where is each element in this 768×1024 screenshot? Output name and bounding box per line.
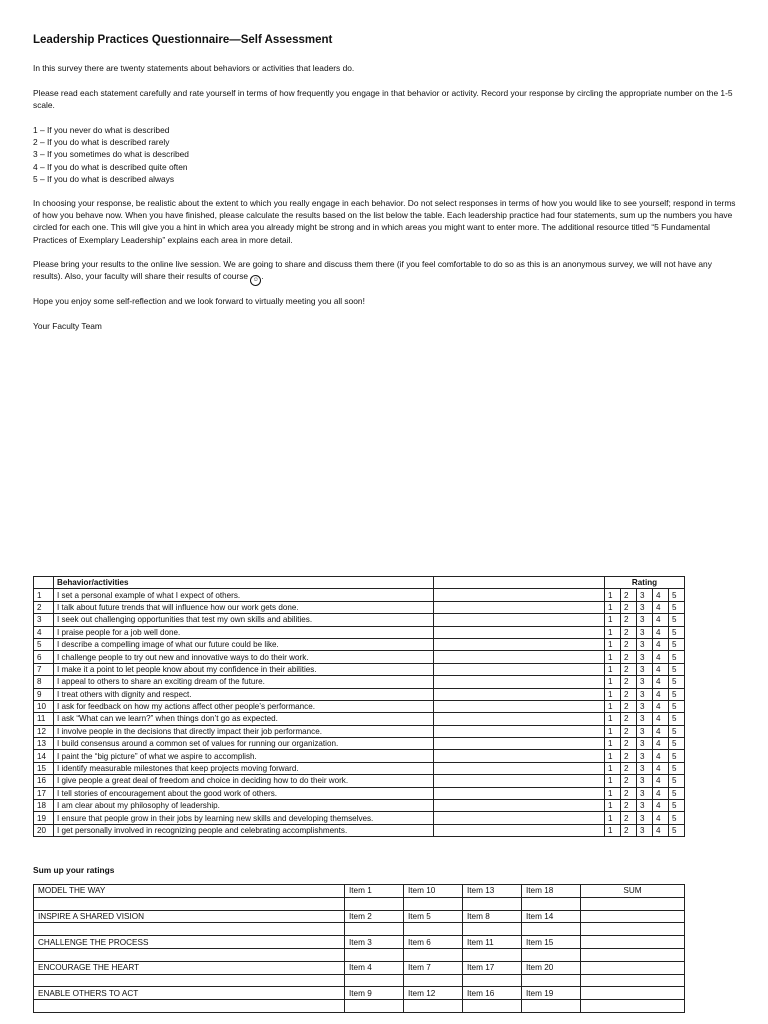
- table-row: [34, 663, 685, 675]
- intro-paragraph: In this survey there are twenty statements about behaviors or activities that leaders do.: [33, 63, 355, 73]
- practice-item-label: Item 5: [404, 910, 463, 923]
- practice-item-label: Item 9: [345, 987, 404, 1000]
- sum-entry-cell[interactable]: [581, 1000, 685, 1013]
- behaviors-header-row: [34, 577, 685, 589]
- behavior-text: I ask “What can we learn?” when things don’t go as expected.: [54, 713, 434, 725]
- sum-entry-cell[interactable]: [581, 897, 685, 910]
- rating-option-1[interactable]: 1: [605, 750, 621, 762]
- rating-option-3[interactable]: 3: [637, 713, 653, 725]
- practice-name: CHALLENGE THE PROCESS: [34, 936, 345, 949]
- table-row: [34, 700, 685, 712]
- row-spacer: [434, 601, 605, 613]
- practice-name: INSPIRE A SHARED VISION: [34, 910, 345, 923]
- behavior-text: I treat others with dignity and respect.: [54, 688, 434, 700]
- rating-option-5[interactable]: 5: [669, 775, 685, 787]
- rating-option-5[interactable]: 5: [669, 713, 685, 725]
- table-row: [34, 688, 685, 700]
- rating-option-3[interactable]: 3: [637, 750, 653, 762]
- item-entry-cell[interactable]: [522, 974, 581, 987]
- smiley-face-icon: ☺: [250, 275, 261, 286]
- document-title: Leadership Practices Questionnaire—Self Assessment: [33, 34, 333, 46]
- rating-option-4[interactable]: 4: [653, 775, 669, 787]
- row-spacer: [434, 787, 605, 799]
- rating-option-5[interactable]: 5: [669, 651, 685, 663]
- row-number: 11: [34, 713, 54, 725]
- rating-option-2[interactable]: 2: [621, 688, 637, 700]
- rating-scale-list: [33, 124, 189, 185]
- rating-option-4[interactable]: 4: [653, 638, 669, 650]
- practice-item-label: Item 19: [522, 987, 581, 1000]
- row-number: 17: [34, 787, 54, 799]
- table-row: [34, 589, 685, 601]
- row-spacer: [434, 614, 605, 626]
- rating-option-4[interactable]: 4: [653, 800, 669, 812]
- table-row: [34, 775, 685, 787]
- rating-option-1[interactable]: 1: [605, 676, 621, 688]
- item-entry-cell[interactable]: [404, 948, 463, 961]
- rating-option-5[interactable]: 5: [669, 800, 685, 812]
- item-entry-cell[interactable]: [345, 897, 404, 910]
- behavior-text: I tell stories of encouragement about the good work of others.: [54, 787, 434, 799]
- rating-option-1[interactable]: 1: [605, 614, 621, 626]
- bring-results-end: .: [261, 271, 264, 282]
- rating-option-2[interactable]: 2: [621, 824, 637, 836]
- rating-option-5[interactable]: 5: [669, 750, 685, 762]
- row-number: 16: [34, 775, 54, 787]
- scale-item: 4 – If you do what is described quite often: [33, 161, 188, 172]
- rating-option-5[interactable]: 5: [669, 614, 685, 626]
- table-row: [34, 651, 685, 663]
- row-number: 1: [34, 589, 54, 601]
- rating-option-4[interactable]: 4: [653, 676, 669, 688]
- rating-option-3[interactable]: 3: [637, 651, 653, 663]
- rating-option-2[interactable]: 2: [621, 626, 637, 638]
- rating-option-5[interactable]: 5: [669, 688, 685, 700]
- rating-option-3[interactable]: 3: [637, 614, 653, 626]
- practice-row: [34, 987, 685, 1000]
- practice-name: ENABLE OTHERS TO ACT: [34, 987, 345, 1000]
- rating-option-2[interactable]: 2: [621, 713, 637, 725]
- row-spacer: [434, 638, 605, 650]
- rating-option-1[interactable]: 1: [605, 601, 621, 613]
- rating-option-2[interactable]: 2: [621, 787, 637, 799]
- rating-option-3[interactable]: 3: [637, 812, 653, 824]
- item-entry-cell[interactable]: [522, 1000, 581, 1013]
- entry-row: [34, 948, 685, 961]
- row-spacer: [434, 676, 605, 688]
- behavior-text: I appeal to others to share an exciting dream of the future.: [54, 676, 434, 688]
- rating-option-3[interactable]: 3: [637, 626, 653, 638]
- rating-option-4[interactable]: 4: [653, 812, 669, 824]
- item-entry-cell[interactable]: [463, 948, 522, 961]
- scale-item: 3 – If you sometimes do what is described: [33, 149, 189, 160]
- behaviors-body: [34, 589, 685, 837]
- rating-option-2[interactable]: 2: [621, 700, 637, 712]
- rating-option-5[interactable]: 5: [669, 663, 685, 675]
- behavior-text: I praise people for a job well done.: [54, 626, 434, 638]
- rating-option-4[interactable]: 4: [653, 651, 669, 663]
- row-number: 3: [34, 614, 54, 626]
- row-number: 4: [34, 626, 54, 638]
- behavior-text: I get personally involved in recognizing people and celebrating accomplishments.: [54, 824, 434, 836]
- row-spacer: [434, 651, 605, 663]
- sum-body: [34, 885, 685, 1013]
- rating-option-5[interactable]: 5: [669, 787, 685, 799]
- rating-option-4[interactable]: 4: [653, 601, 669, 613]
- practice-item-label: Item 6: [404, 936, 463, 949]
- rating-option-1[interactable]: 1: [605, 663, 621, 675]
- item-entry-cell[interactable]: [463, 974, 522, 987]
- sum-entry-cell[interactable]: [581, 974, 685, 987]
- table-row: [34, 750, 685, 762]
- rating-option-1[interactable]: 1: [605, 824, 621, 836]
- behavior-text: I talk about future trends that will influence how our work gets done.: [54, 601, 434, 613]
- rating-option-3[interactable]: 3: [637, 738, 653, 750]
- row-spacer: [434, 812, 605, 824]
- row-number: 2: [34, 601, 54, 613]
- behavior-text: I am clear about my philosophy of leadership.: [54, 800, 434, 812]
- rating-option-4[interactable]: 4: [653, 787, 669, 799]
- rating-option-3[interactable]: 3: [637, 775, 653, 787]
- table-row: [34, 614, 685, 626]
- rating-option-4[interactable]: 4: [653, 700, 669, 712]
- behavior-text: I build consensus around a common set of values for running our organization.: [54, 738, 434, 750]
- table-row: [34, 787, 685, 799]
- table-row: [34, 762, 685, 774]
- rating-option-4[interactable]: 4: [653, 713, 669, 725]
- sum-heading: Sum up your ratings: [33, 865, 115, 875]
- rating-option-5[interactable]: 5: [669, 589, 685, 601]
- rating-option-1[interactable]: 1: [605, 713, 621, 725]
- row-spacer: [434, 713, 605, 725]
- sum-cell: [581, 910, 685, 923]
- practice-item-label: Item 11: [463, 936, 522, 949]
- entry-blank: [34, 974, 345, 987]
- practice-name: MODEL THE WAY: [34, 885, 345, 898]
- entry-row: [34, 923, 685, 936]
- row-number: 15: [34, 762, 54, 774]
- rating-option-2[interactable]: 2: [621, 589, 637, 601]
- table-row: [34, 638, 685, 650]
- rating-option-5[interactable]: 5: [669, 638, 685, 650]
- entry-row: [34, 897, 685, 910]
- rating-option-1[interactable]: 1: [605, 812, 621, 824]
- practice-item-label: Item 4: [345, 961, 404, 974]
- row-spacer: [434, 762, 605, 774]
- rating-option-2[interactable]: 2: [621, 676, 637, 688]
- rating-option-3[interactable]: 3: [637, 676, 653, 688]
- rating-option-1[interactable]: 1: [605, 738, 621, 750]
- rating-option-3[interactable]: 3: [637, 589, 653, 601]
- practice-item-label: Item 1: [345, 885, 404, 898]
- behavior-text: I ask for feedback on how my actions affect other people’s performance.: [54, 700, 434, 712]
- rating-option-2[interactable]: 2: [621, 638, 637, 650]
- behavior-text: I paint the “big picture” of what we aspire to accomplish.: [54, 750, 434, 762]
- item-entry-cell[interactable]: [522, 923, 581, 936]
- instructions-paragraph: Please read each statement carefully and rate yourself in terms of how frequently you engage in that behavior or activity. Record your response by circling the appropriate number on the 1-5 scale.: [33, 88, 733, 111]
- rating-header: Rating: [605, 577, 685, 589]
- item-entry-cell[interactable]: [463, 1000, 522, 1013]
- rating-option-2[interactable]: 2: [621, 800, 637, 812]
- behavior-text: I give people a great deal of freedom and choice in deciding how to do their work.: [54, 775, 434, 787]
- sum-cell: [581, 961, 685, 974]
- row-number: 5: [34, 638, 54, 650]
- rating-option-3[interactable]: 3: [637, 725, 653, 737]
- practice-item-label: Item 8: [463, 910, 522, 923]
- rating-option-4[interactable]: 4: [653, 824, 669, 836]
- practice-item-label: Item 15: [522, 936, 581, 949]
- rating-option-4[interactable]: 4: [653, 750, 669, 762]
- rating-option-1[interactable]: 1: [605, 775, 621, 787]
- row-number: 14: [34, 750, 54, 762]
- item-entry-cell[interactable]: [404, 897, 463, 910]
- behavior-header: Behavior/activities: [54, 577, 434, 589]
- rating-option-1[interactable]: 1: [605, 626, 621, 638]
- sum-table: [33, 884, 685, 1013]
- practice-item-label: Item 3: [345, 936, 404, 949]
- rating-option-3[interactable]: 3: [637, 663, 653, 675]
- behavior-text: I set a personal example of what I expect of others.: [54, 589, 434, 601]
- row-number: 19: [34, 812, 54, 824]
- behavior-text: I describe a compelling image of what our future could be like.: [54, 638, 434, 650]
- row-number: 9: [34, 688, 54, 700]
- row-spacer: [434, 626, 605, 638]
- rating-option-1[interactable]: 1: [605, 638, 621, 650]
- row-spacer: [434, 800, 605, 812]
- choosing-paragraph: In choosing your response, be realistic about the extent to which you really engage in each behavior. Do not select responses in terms of how you would like to see yourself; respond in terms of how you behave now. When you have finished, please calculate the results based on the list below the table. Each leadership practice had four statements, sum up the numbers you have circled for each one. This will give you a hint in which area you already might be strong and in which areas you might want to enter more. The additional resource titled “5 Fundamental Practices of Exemplary Leadership” explains each area in more detail.: [33, 198, 736, 245]
- behavior-text: I make it a point to let people know about my confidence in their abilities.: [54, 663, 434, 675]
- bring-results-paragraph: [33, 258, 741, 286]
- rating-option-4[interactable]: 4: [653, 589, 669, 601]
- row-spacer: [434, 824, 605, 836]
- rating-option-1[interactable]: 1: [605, 762, 621, 774]
- rating-option-5[interactable]: 5: [669, 676, 685, 688]
- sum-cell: [581, 936, 685, 949]
- practice-row: [34, 936, 685, 949]
- item-entry-cell[interactable]: [345, 948, 404, 961]
- item-entry-cell[interactable]: [463, 897, 522, 910]
- practice-item-label: Item 7: [404, 961, 463, 974]
- rating-option-1[interactable]: 1: [605, 688, 621, 700]
- table-row: [34, 626, 685, 638]
- entry-blank: [34, 897, 345, 910]
- entry-row: [34, 1000, 685, 1013]
- row-spacer: [434, 750, 605, 762]
- row-spacer: [434, 700, 605, 712]
- row-number: 8: [34, 676, 54, 688]
- number-header: [34, 577, 54, 589]
- practice-item-label: Item 14: [522, 910, 581, 923]
- rating-option-5[interactable]: 5: [669, 762, 685, 774]
- rating-option-2[interactable]: 2: [621, 651, 637, 663]
- sum-entry-cell[interactable]: [581, 923, 685, 936]
- table-row: [34, 824, 685, 836]
- item-entry-cell[interactable]: [404, 923, 463, 936]
- rating-option-3[interactable]: 3: [637, 762, 653, 774]
- practice-item-label: Item 12: [404, 987, 463, 1000]
- rating-option-1[interactable]: 1: [605, 725, 621, 737]
- behavior-text: I challenge people to try out new and innovative ways to do their work.: [54, 651, 434, 663]
- rating-option-1[interactable]: 1: [605, 651, 621, 663]
- bring-results-text: Please bring your results to the online live session. We are going to share and discuss them there (if you feel comfortable to do so as this is an anonymous survey, we will not have any results). Also, your faculty will share their results of course: [33, 259, 712, 282]
- entry-blank: [34, 1000, 345, 1013]
- behaviors-table: [33, 576, 685, 837]
- rating-option-1[interactable]: 1: [605, 787, 621, 799]
- row-number: 6: [34, 651, 54, 663]
- item-entry-cell[interactable]: [345, 1000, 404, 1013]
- row-spacer: [434, 725, 605, 737]
- rating-option-2[interactable]: 2: [621, 812, 637, 824]
- entry-row: [34, 974, 685, 987]
- item-entry-cell[interactable]: [345, 923, 404, 936]
- rating-option-2[interactable]: 2: [621, 663, 637, 675]
- practice-row: [34, 910, 685, 923]
- sum-cell: [581, 987, 685, 1000]
- row-number: 20: [34, 824, 54, 836]
- rating-option-4[interactable]: 4: [653, 626, 669, 638]
- rating-option-2[interactable]: 2: [621, 762, 637, 774]
- rating-option-2[interactable]: 2: [621, 775, 637, 787]
- rating-option-1[interactable]: 1: [605, 589, 621, 601]
- entry-blank: [34, 948, 345, 961]
- practice-item-label: Item 18: [522, 885, 581, 898]
- item-entry-cell[interactable]: [404, 974, 463, 987]
- item-entry-cell[interactable]: [345, 974, 404, 987]
- practice-item-label: Item 17: [463, 961, 522, 974]
- hope-paragraph: Hope you enjoy some self-reflection and we look forward to virtually meeting you all soon!: [33, 296, 365, 306]
- behavior-text: I ensure that people grow in their jobs by learning new skills and developing themselves.: [54, 812, 434, 824]
- practice-item-label: Item 20: [522, 961, 581, 974]
- behavior-text: I involve people in the decisions that directly impact their job performance.: [54, 725, 434, 737]
- rating-option-3[interactable]: 3: [637, 787, 653, 799]
- rating-option-4[interactable]: 4: [653, 614, 669, 626]
- table-row: [34, 738, 685, 750]
- rating-option-4[interactable]: 4: [653, 688, 669, 700]
- scale-item: 2 – If you do what is described rarely: [33, 137, 170, 148]
- item-entry-cell[interactable]: [463, 923, 522, 936]
- row-number: 13: [34, 738, 54, 750]
- signature: Your Faculty Team: [33, 321, 102, 331]
- table-row: [34, 676, 685, 688]
- row-spacer: [434, 775, 605, 787]
- row-number: 12: [34, 725, 54, 737]
- table-row: [34, 725, 685, 737]
- row-spacer: [434, 738, 605, 750]
- scale-item: 1 – If you never do what is described: [33, 125, 170, 135]
- rating-option-5[interactable]: 5: [669, 738, 685, 750]
- rating-option-2[interactable]: 2: [621, 614, 637, 626]
- rating-option-5[interactable]: 5: [669, 700, 685, 712]
- rating-option-2[interactable]: 2: [621, 738, 637, 750]
- rating-option-5[interactable]: 5: [669, 626, 685, 638]
- rating-option-4[interactable]: 4: [653, 738, 669, 750]
- table-row: [34, 601, 685, 613]
- item-entry-cell[interactable]: [522, 948, 581, 961]
- rating-option-1[interactable]: 1: [605, 700, 621, 712]
- rating-option-4[interactable]: 4: [653, 725, 669, 737]
- rating-option-4[interactable]: 4: [653, 762, 669, 774]
- rating-option-5[interactable]: 5: [669, 601, 685, 613]
- row-number: 18: [34, 800, 54, 812]
- practice-row: [34, 885, 685, 898]
- practice-name: ENCOURAGE THE HEART: [34, 961, 345, 974]
- rating-option-3[interactable]: 3: [637, 688, 653, 700]
- sum-label: SUM: [581, 885, 685, 898]
- behavior-text: I seek out challenging opportunities that test my own skills and abilities.: [54, 614, 434, 626]
- entry-blank: [34, 923, 345, 936]
- item-entry-cell[interactable]: [404, 1000, 463, 1013]
- scale-item: 5 – If you do what is described always: [33, 173, 175, 184]
- rating-option-5[interactable]: 5: [669, 824, 685, 836]
- practice-item-label: Item 2: [345, 910, 404, 923]
- row-spacer: [434, 688, 605, 700]
- table-row: [34, 800, 685, 812]
- row-number: 7: [34, 663, 54, 675]
- row-spacer: [434, 663, 605, 675]
- rating-option-2[interactable]: 2: [621, 725, 637, 737]
- practice-item-label: Item 10: [404, 885, 463, 898]
- row-spacer: [434, 589, 605, 601]
- rating-option-3[interactable]: 3: [637, 800, 653, 812]
- table-row: [34, 713, 685, 725]
- rating-option-5[interactable]: 5: [669, 725, 685, 737]
- rating-option-4[interactable]: 4: [653, 663, 669, 675]
- behavior-text: I identify measurable milestones that keep projects moving forward.: [54, 762, 434, 774]
- rating-option-2[interactable]: 2: [621, 750, 637, 762]
- rating-option-3[interactable]: 3: [637, 601, 653, 613]
- spacer-header: [434, 577, 605, 589]
- rating-option-5[interactable]: 5: [669, 812, 685, 824]
- table-row: [34, 812, 685, 824]
- rating-option-3[interactable]: 3: [637, 700, 653, 712]
- rating-option-3[interactable]: 3: [637, 638, 653, 650]
- item-entry-cell[interactable]: [522, 897, 581, 910]
- practice-row: [34, 961, 685, 974]
- practice-item-label: Item 13: [463, 885, 522, 898]
- row-number: 10: [34, 700, 54, 712]
- sum-entry-cell[interactable]: [581, 948, 685, 961]
- rating-option-1[interactable]: 1: [605, 800, 621, 812]
- rating-option-2[interactable]: 2: [621, 601, 637, 613]
- rating-option-3[interactable]: 3: [637, 824, 653, 836]
- practice-item-label: Item 16: [463, 987, 522, 1000]
